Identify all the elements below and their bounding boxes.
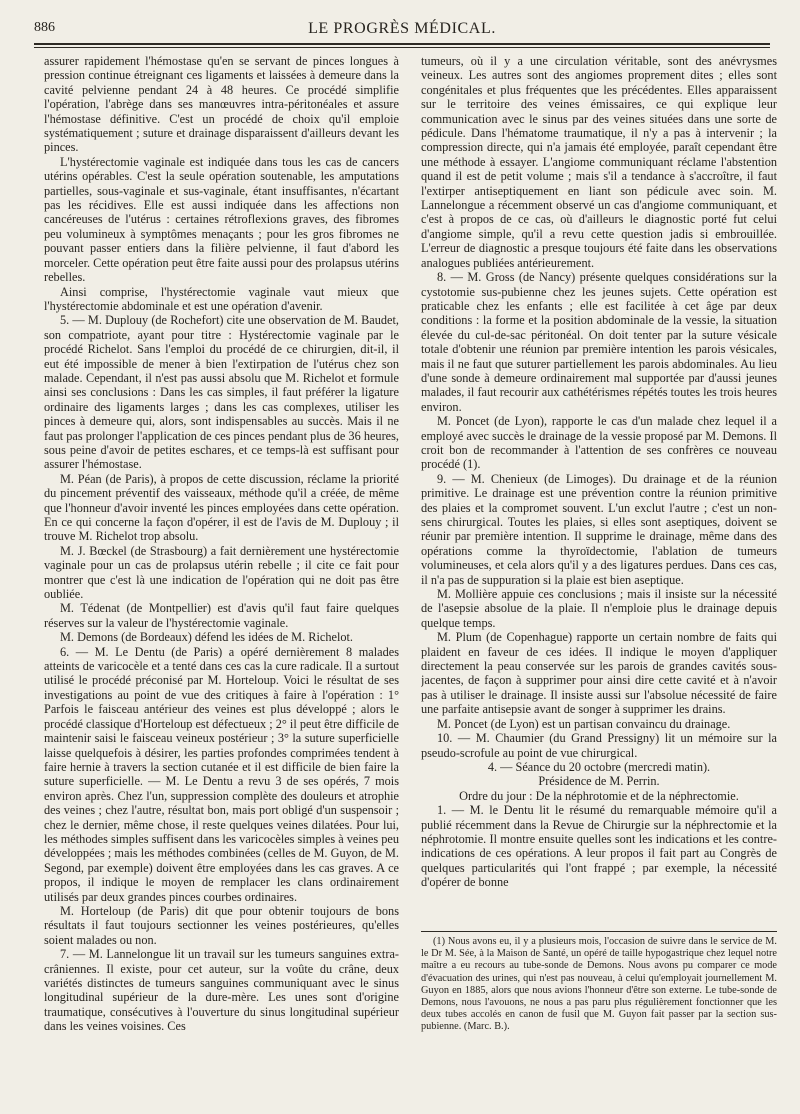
right-column	[421, 54, 777, 1054]
paragraph: M. Mollière appuie ces conclusions ; mais il insiste sur la nécessité de l'asepsie absolue de la plaie. Il n'emploie plus le drainage depuis quelque temps.	[421, 587, 777, 630]
left-column	[44, 54, 399, 1094]
paragraph: assurer rapidement l'hémostase qu'en se servant de pinces longues à pression continue étreignant ces ligaments et laissées à demeure dans la cavité pelvienne pendant 24 à 48 heures. Ce procédé simplifie l'opération, l'abrège dans ses manœuvres intra-péritonéales et assure l'hémostase définitive. C'est un procédé de choix qu'il emploie systématiquement ; suture et drainage disparaissent d'ailleurs devant les pinces.	[44, 54, 399, 155]
header-rule	[34, 43, 770, 45]
footnote	[421, 936, 777, 1086]
paragraph: M. Péan (de Paris), à propos de cette discussion, réclame la priorité du pincement préventif des vaisseaux, méthode qu'il a créée, de même que l'honneur d'avoir inventé les pinces employées dans cette opération. En ce qui concerne la façon d'opérer, il est de l'avis de M. Duplouy ; il trouve M. Richelot trop absolu.	[44, 471, 399, 544]
paragraph: 10. — M. Chaumier (du Grand Pressigny) lit un mémoire sur la pseudo-scrofule au point de vue chirurgical.	[421, 731, 777, 760]
page-number: 886	[34, 20, 55, 35]
paragraph: Ordre du jour : De la néphrotomie et de la néphrectomie.	[459, 788, 739, 803]
paragraph: M. Poncet (de Lyon) est un partisan convaincu du drainage.	[437, 716, 731, 731]
paragraph: M. J. Bœckel (de Strasbourg) a fait dernièrement une hystérectomie vaginale pour un cas de prolapsus utérin rebelle ; il cite ce fait pour montrer que c'est là une indication de l'opération qui ne doit pas être oubliée.	[44, 543, 399, 602]
paragraph: 9. — M. Chenieux (de Limoges). Du drainage et de la réunion primitive. Le drainage est une prévention contre la réunion primitive des plaies et la compromet souvent. L'un exclut l'autre ; c'est un non-sens chirurgical. Toutes les plaies, si elles sont aseptiques, doivent se réunir par première intention. Il supprime le drainage, même dans des opérations comme la thyroïdectomie, l'ablation de tumeurs volumineuses, et cela alors qu'il y a des ligatures perdues. Dans ces cas, il n'a pas de suppuration si la plaie est bien aseptique.	[421, 471, 777, 587]
paragraph: Présidence de M. Perrin.	[538, 774, 660, 789]
running-header	[34, 20, 770, 40]
header-rule-thin	[34, 47, 770, 48]
paragraph: 6. — M. Le Dentu (de Paris) a opéré dernièrement 8 malades atteints de varicocèle et a tenté dans ces cas la cure radicale. Il a surtout utilisé le procédé préconisé par M. Horteloup. Voici le résultat de ses investigations au point de vue des critiques à faire à l'opération : 1° Parfois le faisceau antérieur des veines est plus développé ; alors le procédé classique d'Horteloup est défectueux ; 2° il peut être difficile de maintenir saisi le faisceau veineux postérieur ; 3° la suture superficielle laisse quelquefois à désirer, les parties profondes comprimées tendent à faire hernie à travers la section cutanée et il est difficile de bien faire la suture superficielle. — M. Le Dentu a revu 3 de ses opérés, 7 mois environ après. Chez l'un, suppression complète des douleurs et atrophie des veines ; chez l'autre, résultat bon, mais port obligé d'un suspensoir ; chez le dernier, même chose, il reste quelques veines dilatées. Pour lui, les méthodes simples suffisent dans les varicocèles simples à veines peu développées ; mais les méthodes combinées (celles de M. Guyon, de M. Segond, par exemple) doivent être employées dans les cas graves. A ce propos, il indique le moyen de remplacer les clans ordinairement utilisés par deux grandes pinces courbes ordinaires.	[44, 644, 399, 904]
footnote-rule	[421, 931, 777, 932]
footnote-text: (1) Nous avons eu, il y a plusieurs mois, l'occasion de suivre dans le service de M. le Dr M. Sée, à la Maison de Santé, un opéré de taille hypogastrique chez lequel notre maître a eu recours au tube-sonde de Demons. Nous avons pu comparer ce mode d'évacuation des urines, qui n'est pas nouveau, à celui qu'employait journellement M. Guyon en 1885, alors que nous avions l'honneur d'être son externe. Le tube-sonde de Demons, nous l'avouons, ne nous a pas paru plus régulièrement fonctionner que les deux tubes accolés en canon de fusil que M. Guyon fait passer par la section sus-pubienne. (Marc. B.).	[421, 936, 777, 1033]
paragraph: M. Plum (de Copenhague) rapporte un certain nombre de faits qui plaident en faveur de ces idées. Il indique le moyen d'appliquer directement la peau conservée sur les parois de grandes cavités sous-jacentes, de façon à supprimer pour ainsi dire cette cavité et à n'avoir pas à utiliser le drainage. Il insiste aussi sur l'absolue nécessité de faire une parfaite antisepsie avant de songer à supprimer les drains.	[421, 630, 777, 717]
paragraph: L'hystérectomie vaginale est indiquée dans tous les cas de cancers utérins opérables. C'est la seule opération soutenable, les amputations partielles, sous-vaginale et sus-vaginale, étant insuffisantes, n'écartant pas les récidives. Elle est aussi indiquée dans les affections non cancéreuses de l'utérus : certaines rétroflexions graves, des fibromes peu volumineux à symptômes menaçants ; pour les gros fibromes ne pouvant passer entiers dans la filière pelvienne, il faut d'abord les morceler. Cette opération peut être faite aussi pour des prolapsus utérins rebelles.	[44, 154, 399, 285]
paragraph: tumeurs, où il y a une circulation véritable, sont des anévrysmes veineux. Les autres sont des angiomes proprement dites ; elles sont congénitales et plus fréquentes que les précédentes. Elles apparaissent sur le territoire des veines émissaires, ce qui explique leur communication avec le sinus par des veines situées dans une sorte de pédicule. Dans l'hématome traumatique, il n'y a pas à intervenir ; la compression directe, qui n'a jamais été employée, paraît cependant être une méthode à essayer. L'angiome communiquant réclame l'abstention quand il est de petit volume ; mais s'il a tendance à s'accroître, il faut l'extirper antiseptiquement en liant son pédicule avec soin. M. Lannelongue a récemment observé un cas d'angiome communiquant, et c'est à propos de ce cas, où d'ailleurs le diagnostic porté fut celui d'angiome simple, qu'il a revu cette question jadis si embrouillée. L'erreur de diagnostic a presque toujours été faite dans les observations analogues publiées antérieurement.	[421, 54, 777, 270]
journal-title: LE PROGRÈS MÉDICAL.	[308, 20, 496, 37]
paragraph: 4. — Séance du 20 octobre (mercredi matin).	[487, 759, 711, 774]
paragraph: Ainsi comprise, l'hystérectomie vaginale vaut mieux que l'hystérectomie abdominale et est une opération d'avenir.	[44, 284, 399, 313]
paragraph: 1. — M. le Dentu lit le résumé du remarquable mémoire qu'il a publié récemment dans la Revue de Chirurgie sur la néphrectomie et la néphrotomie. Il montre ensuite quelles sont les indications et les contre-indications de ces opérations. A leur propos il fait part au Congrès de quelques particularités qui l'ont frappé ; par exemple, la nécessité d'opérer de bonne	[421, 803, 777, 890]
paragraph: 8. — M. Gross (de Nancy) présente quelques considérations sur la cystotomie sus-pubienne chez les jeunes sujets. Cette opération est praticable chez les enfants ; elle est facilitée à cet âge par deux conditions : la forme et la position abdominale de la vessie, la situation élevée du cul-de-sac péritonéal. On doit tenter par la suture vésicale totale d'obtenir une réunion par première intention les parois vésicales, mais il ne faut que suturer partiellement les parois abdominales. Au lieu d'une sonde à demeure ordinairement mal supportée par d'aussi jeunes malades, il faut recourir aux cathétérismes répétés toutes les trois heures environ.	[421, 270, 777, 414]
paragraph: M. Tédenat (de Montpellier) est d'avis qu'il faut faire quelques réserves sur la valeur de l'hystérectomie vaginale.	[44, 601, 399, 630]
paragraph: 5. — M. Duplouy (de Rochefort) cite une observation de M. Baudet, son compatriote, ayant pour titre : Hystérectomie vaginale par le procédé Richelot. Sans l'emploi du procédé de ce chirurgien, dit-il, il eut été impossible de mener à bien l'extirpation de l'utérus chez son malade. Cependant, il n'est pas aussi absolu que M. Richelot et formule ainsi ses conclusions : Dans les cas simples, il faut préférer la ligature ordinaire des ligaments larges ; dans les cas complexes, utiliser les pinces à demeure qui, alors, sont indispensables au succès. Mais il ne faut pas prolonger l'application de ces pinces pendant plus de 36 heures, sous peine d'avoir de petites eschares, et ce temps-là est suffisant pour assurer l'hémostase.	[44, 313, 399, 472]
paragraph: 7. — M. Lannelongue lit un travail sur les tumeurs sanguines extra-crâniennes. Il existe, pour cet auteur, sur la voûte du crâne, deux variétés distinctes de tumeurs sanguines communiquant avec le sinus longitudinal supérieur de la dure-mère. Les unes sont d'origine traumatique, consécutives à l'ouverture du sinus longitudinal supérieur dans les veines voisines. Ces	[44, 947, 399, 1034]
paragraph: M. Demons (de Bordeaux) défend les idées de M. Richelot.	[60, 630, 353, 645]
paragraph: M. Poncet (de Lyon), rapporte le cas d'un malade chez lequel il a employé avec succès le drainage de la vessie proposé par M. Demons. Il croit bon de recommander à l'attention de ses confrères ce nouveau procédé (1).	[421, 414, 777, 472]
paragraph: M. Horteloup (de Paris) dit que pour obtenir toujours de bons résultats il faut toujours sectionner les veines postérieures, qu'elles soient malades ou non.	[44, 903, 399, 947]
